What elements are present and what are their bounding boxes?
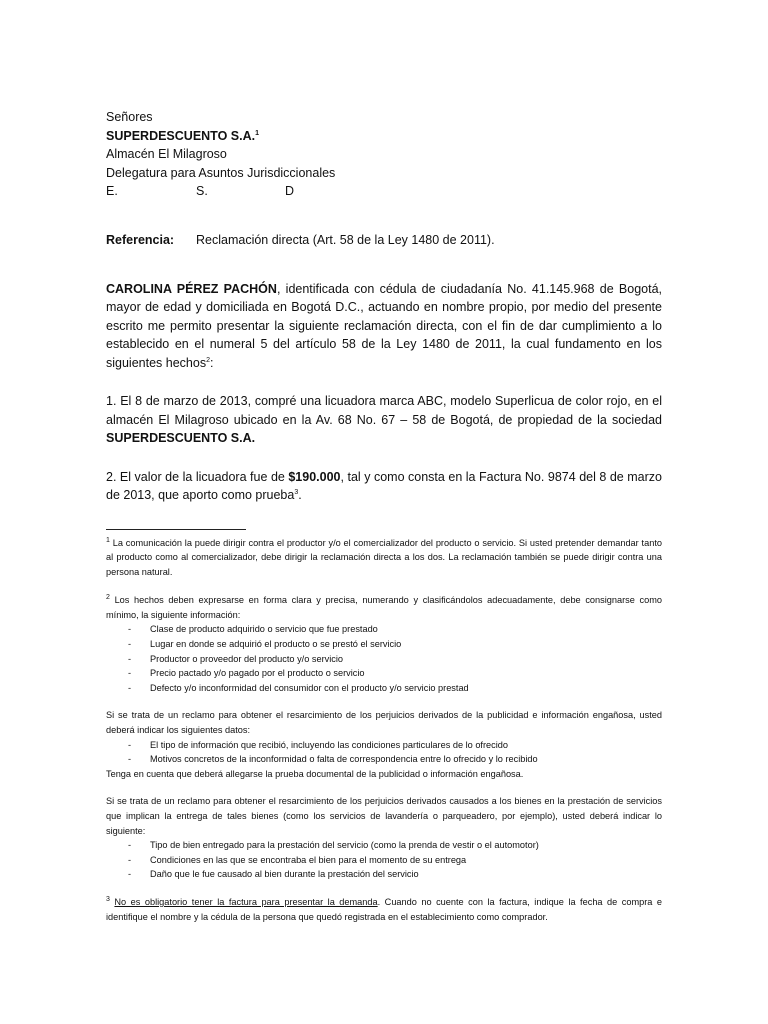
list-item: - Condiciones en las que se encontraba el bien para el momento de su entrega xyxy=(106,853,662,868)
footnote-1-number: 1 xyxy=(106,536,110,544)
list-item: - Daño que le fue causado al bien durante la prestación del servicio xyxy=(106,867,662,882)
intro-end: : xyxy=(209,355,214,370)
footnote-ref-1: 1 xyxy=(255,129,260,137)
esd-d: D xyxy=(285,184,295,198)
list-item: - Productor o proveedor del producto y/o servicio xyxy=(106,652,662,667)
footnote-separator xyxy=(106,529,246,530)
list-item: - El tipo de información que recibió, incluyendo las condiciones particulares de lo ofrecido xyxy=(106,738,662,753)
footnote-3-text: . Cuando no cuente con la factura, indique la fecha de compra e identifique el nombre y la cédula de la persona que quedó registrada en el establecimiento como comprador. xyxy=(106,896,662,922)
esd-e: E. xyxy=(106,184,118,198)
services-text: Si se trata de un reclamo para obtener el resarcimiento de los perjuicios derivados causados a los bienes en la prestación de servicios que implican la entrega de tales bienes (como los servicios de lavandería o parqueadero, por ejemplo), usted deberá indicar lo siguiente: xyxy=(106,796,662,836)
footnote-3-underlined: No es obligatorio tener la factura para presentar la demanda xyxy=(114,896,378,907)
footnote-ref-3: 3 xyxy=(294,488,299,496)
salutation: Señores xyxy=(106,110,153,124)
reference-label: Referencia: xyxy=(106,232,175,247)
publicity-text: Si se trata de un reclamo para obtener el resarcimiento de los perjuicios derivados de la publicidad e información engañosa, usted deberá indicar los siguientes datos: xyxy=(106,710,662,736)
footnote-ref-2: 2 xyxy=(206,356,210,364)
fact-2 xyxy=(106,468,662,505)
intro-paragraph xyxy=(106,280,662,373)
footnote-2 xyxy=(106,593,662,882)
footnote-1-text: La comunicación la puede dirigir contra el productor y/o el comercializador del producto o servicio. Si usted pretender demandar tanto al producto como al comercializador, debe dirigir la reclamación directa a los dos. La reclamación también se puede dirigir contra una persona natural. xyxy=(106,537,662,577)
services-list xyxy=(106,838,662,882)
list-item: - Tipo de bien entregado para la prestación del servicio (como la prenda de vestir o el automotor) xyxy=(106,838,662,853)
publicity-list xyxy=(106,738,662,767)
address-block xyxy=(106,108,662,201)
fact-1-company: SUPERDESCUENTO S.A. xyxy=(106,431,256,445)
list-item: - Motivos concretos de la inconformidad o falta de correspondencia entre lo ofrecido y lo recibido xyxy=(106,752,662,767)
footnote-3 xyxy=(106,895,662,924)
publicity-block xyxy=(106,708,662,781)
footnotes xyxy=(106,536,662,925)
letter-body xyxy=(106,280,662,505)
reference-text: Reclamación directa (Art. 58 de la Ley 1480 de 2011). xyxy=(196,232,495,247)
esd-s: S. xyxy=(196,184,208,198)
fact-2-text-a: 2. El valor de la licuadora fue de xyxy=(106,469,289,484)
list-item: - Lugar en donde se adquirió el producto o se prestó el servicio xyxy=(106,637,662,652)
publicity-note: Tenga en cuenta que deberá allegarse la prueba documental de la publicidad o información engañosa. xyxy=(106,768,524,779)
footnote-2-number: 2 xyxy=(106,594,110,602)
fact-1-text: 1. El 8 de marzo de 2013, compré una licuadora marca ABC, modelo Superlicua de color rojo, en el almacén El Milagroso ubicado en la Av. 68 No. 67 – 58 de Bogotá, de propiedad de la sociedad xyxy=(106,394,662,427)
footnote-2-text: Los hechos deben expresarse en forma clara y precisa, numerando y clasificándolos adecuadamente, debe consignarse como mínimo, la siguiente información: xyxy=(106,595,662,620)
intro-text: , identificada con cédula de ciudadanía No. 41.145.968 de Bogotá, mayor de edad y domiciliada en Bogotá D.C., actuando en nombre propio, por medio del presente escrito me permito presentar la siguiente reclamación directa, con el fin de dar cumplimiento a lo establecido en el numeral 5 del artículo 58 de la Ley 1480 de 2011, la cual fundamento en los siguientes hechos xyxy=(106,281,662,370)
list-item: - Precio pactado y/o pagado por el producto o servicio xyxy=(106,666,662,681)
footnote-1 xyxy=(106,536,662,580)
list-item: - Clase de producto adquirido o servicio que fue prestado xyxy=(106,622,662,637)
fact-1 xyxy=(106,392,662,448)
footnote-3-number: 3 xyxy=(106,895,110,903)
company-name xyxy=(106,127,662,146)
fact-2-text-b: , tal y como consta en la Factura No. 9874 del 8 de marzo de 2013, que aporto como prueba xyxy=(106,469,662,502)
store-name: Almacén El Milagroso xyxy=(106,147,227,161)
office-name: Delegatura para Asuntos Jurisdiccionales xyxy=(106,165,336,180)
company-name-text: SUPERDESCUENTO S.A. xyxy=(106,128,256,143)
reference-line xyxy=(106,231,662,249)
esd-line xyxy=(106,182,662,201)
fact-2-end: . xyxy=(298,488,302,502)
fact-2-price: $190.000 xyxy=(288,469,341,484)
services-block xyxy=(106,794,662,882)
claimant-name: CAROLINA PÉREZ PACHÓN xyxy=(106,281,277,296)
footnote-2-list xyxy=(106,622,662,695)
list-item: - Defecto y/o inconformidad del consumidor con el producto y/o servicio prestad xyxy=(106,681,662,696)
